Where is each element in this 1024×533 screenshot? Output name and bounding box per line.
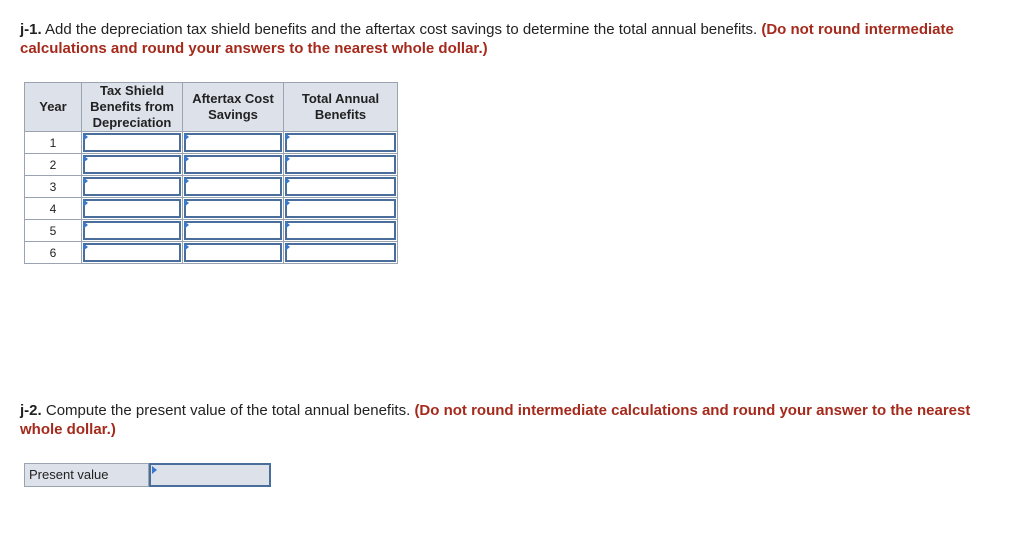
total-benefits-input[interactable] <box>284 154 398 176</box>
header-aftertax-savings: Aftertax Cost Savings <box>183 83 284 132</box>
input-marker-icon <box>83 199 88 207</box>
total-benefits-input[interactable] <box>284 176 398 198</box>
input-marker-icon <box>83 177 88 185</box>
input-marker-icon <box>285 133 290 141</box>
table-row <box>25 154 398 176</box>
question-j2-number: j-2. <box>20 402 42 419</box>
aftertax-savings-input[interactable] <box>183 198 284 220</box>
input-marker-icon <box>285 221 290 229</box>
aftertax-savings-input[interactable] <box>183 220 284 242</box>
input-marker-icon <box>83 133 88 141</box>
input-marker-icon <box>285 177 290 185</box>
present-value-input[interactable] <box>149 463 271 487</box>
total-benefits-input[interactable] <box>284 220 398 242</box>
total-benefits-input[interactable] <box>284 242 398 264</box>
table-header-row <box>25 83 398 132</box>
table-row <box>25 132 398 154</box>
input-marker-icon <box>152 466 157 474</box>
input-marker-icon <box>184 155 189 163</box>
tax-shield-input[interactable] <box>82 198 183 220</box>
year-cell: 2 <box>25 154 82 176</box>
tax-shield-input[interactable] <box>82 242 183 264</box>
table-row <box>25 198 398 220</box>
input-marker-icon <box>83 243 88 251</box>
present-value-label: Present value <box>24 463 149 487</box>
total-benefits-input[interactable] <box>284 132 398 154</box>
table-row <box>25 220 398 242</box>
aftertax-savings-input[interactable] <box>183 176 284 198</box>
header-total-benefits: Total Annual Benefits <box>284 83 398 132</box>
total-benefits-input[interactable] <box>284 198 398 220</box>
input-marker-icon <box>184 221 189 229</box>
year-cell: 3 <box>25 176 82 198</box>
input-marker-icon <box>184 133 189 141</box>
input-marker-icon <box>285 243 290 251</box>
input-marker-icon <box>184 199 189 207</box>
question-j2-note: (Do not round intermediate calculations and round your answer to the nearest whole dollar.) <box>20 402 971 438</box>
table-row <box>25 176 398 198</box>
question-j1-number: j-1. <box>20 21 42 38</box>
year-cell: 6 <box>25 242 82 264</box>
tax-shield-input[interactable] <box>82 132 183 154</box>
year-cell: 4 <box>25 198 82 220</box>
benefits-table <box>24 82 398 264</box>
question-j2 <box>20 401 980 439</box>
input-marker-icon <box>83 221 88 229</box>
input-marker-icon <box>285 199 290 207</box>
aftertax-savings-input[interactable] <box>183 132 284 154</box>
input-marker-icon <box>83 155 88 163</box>
table-row <box>25 242 398 264</box>
input-marker-icon <box>184 243 189 251</box>
aftertax-savings-input[interactable] <box>183 154 284 176</box>
question-j1-note: (Do not round intermediate calculations and round your answers to the nearest whole dollar.) <box>20 21 954 57</box>
year-cell: 5 <box>25 220 82 242</box>
question-j1 <box>20 20 980 58</box>
input-marker-icon <box>285 155 290 163</box>
input-marker-icon <box>184 177 189 185</box>
tax-shield-input[interactable] <box>82 154 183 176</box>
question-j2-text: Compute the present value of the total annual benefits. <box>41 402 415 419</box>
question-j1-text: Add the depreciation tax shield benefits and the aftertax cost savings to determine the total annual benefits. <box>41 21 762 38</box>
aftertax-savings-input[interactable] <box>183 242 284 264</box>
tax-shield-input[interactable] <box>82 176 183 198</box>
header-year: Year <box>25 83 82 132</box>
header-tax-shield: Tax Shield Benefits from Depreciation <box>82 83 183 132</box>
year-cell: 1 <box>25 132 82 154</box>
tax-shield-input[interactable] <box>82 220 183 242</box>
